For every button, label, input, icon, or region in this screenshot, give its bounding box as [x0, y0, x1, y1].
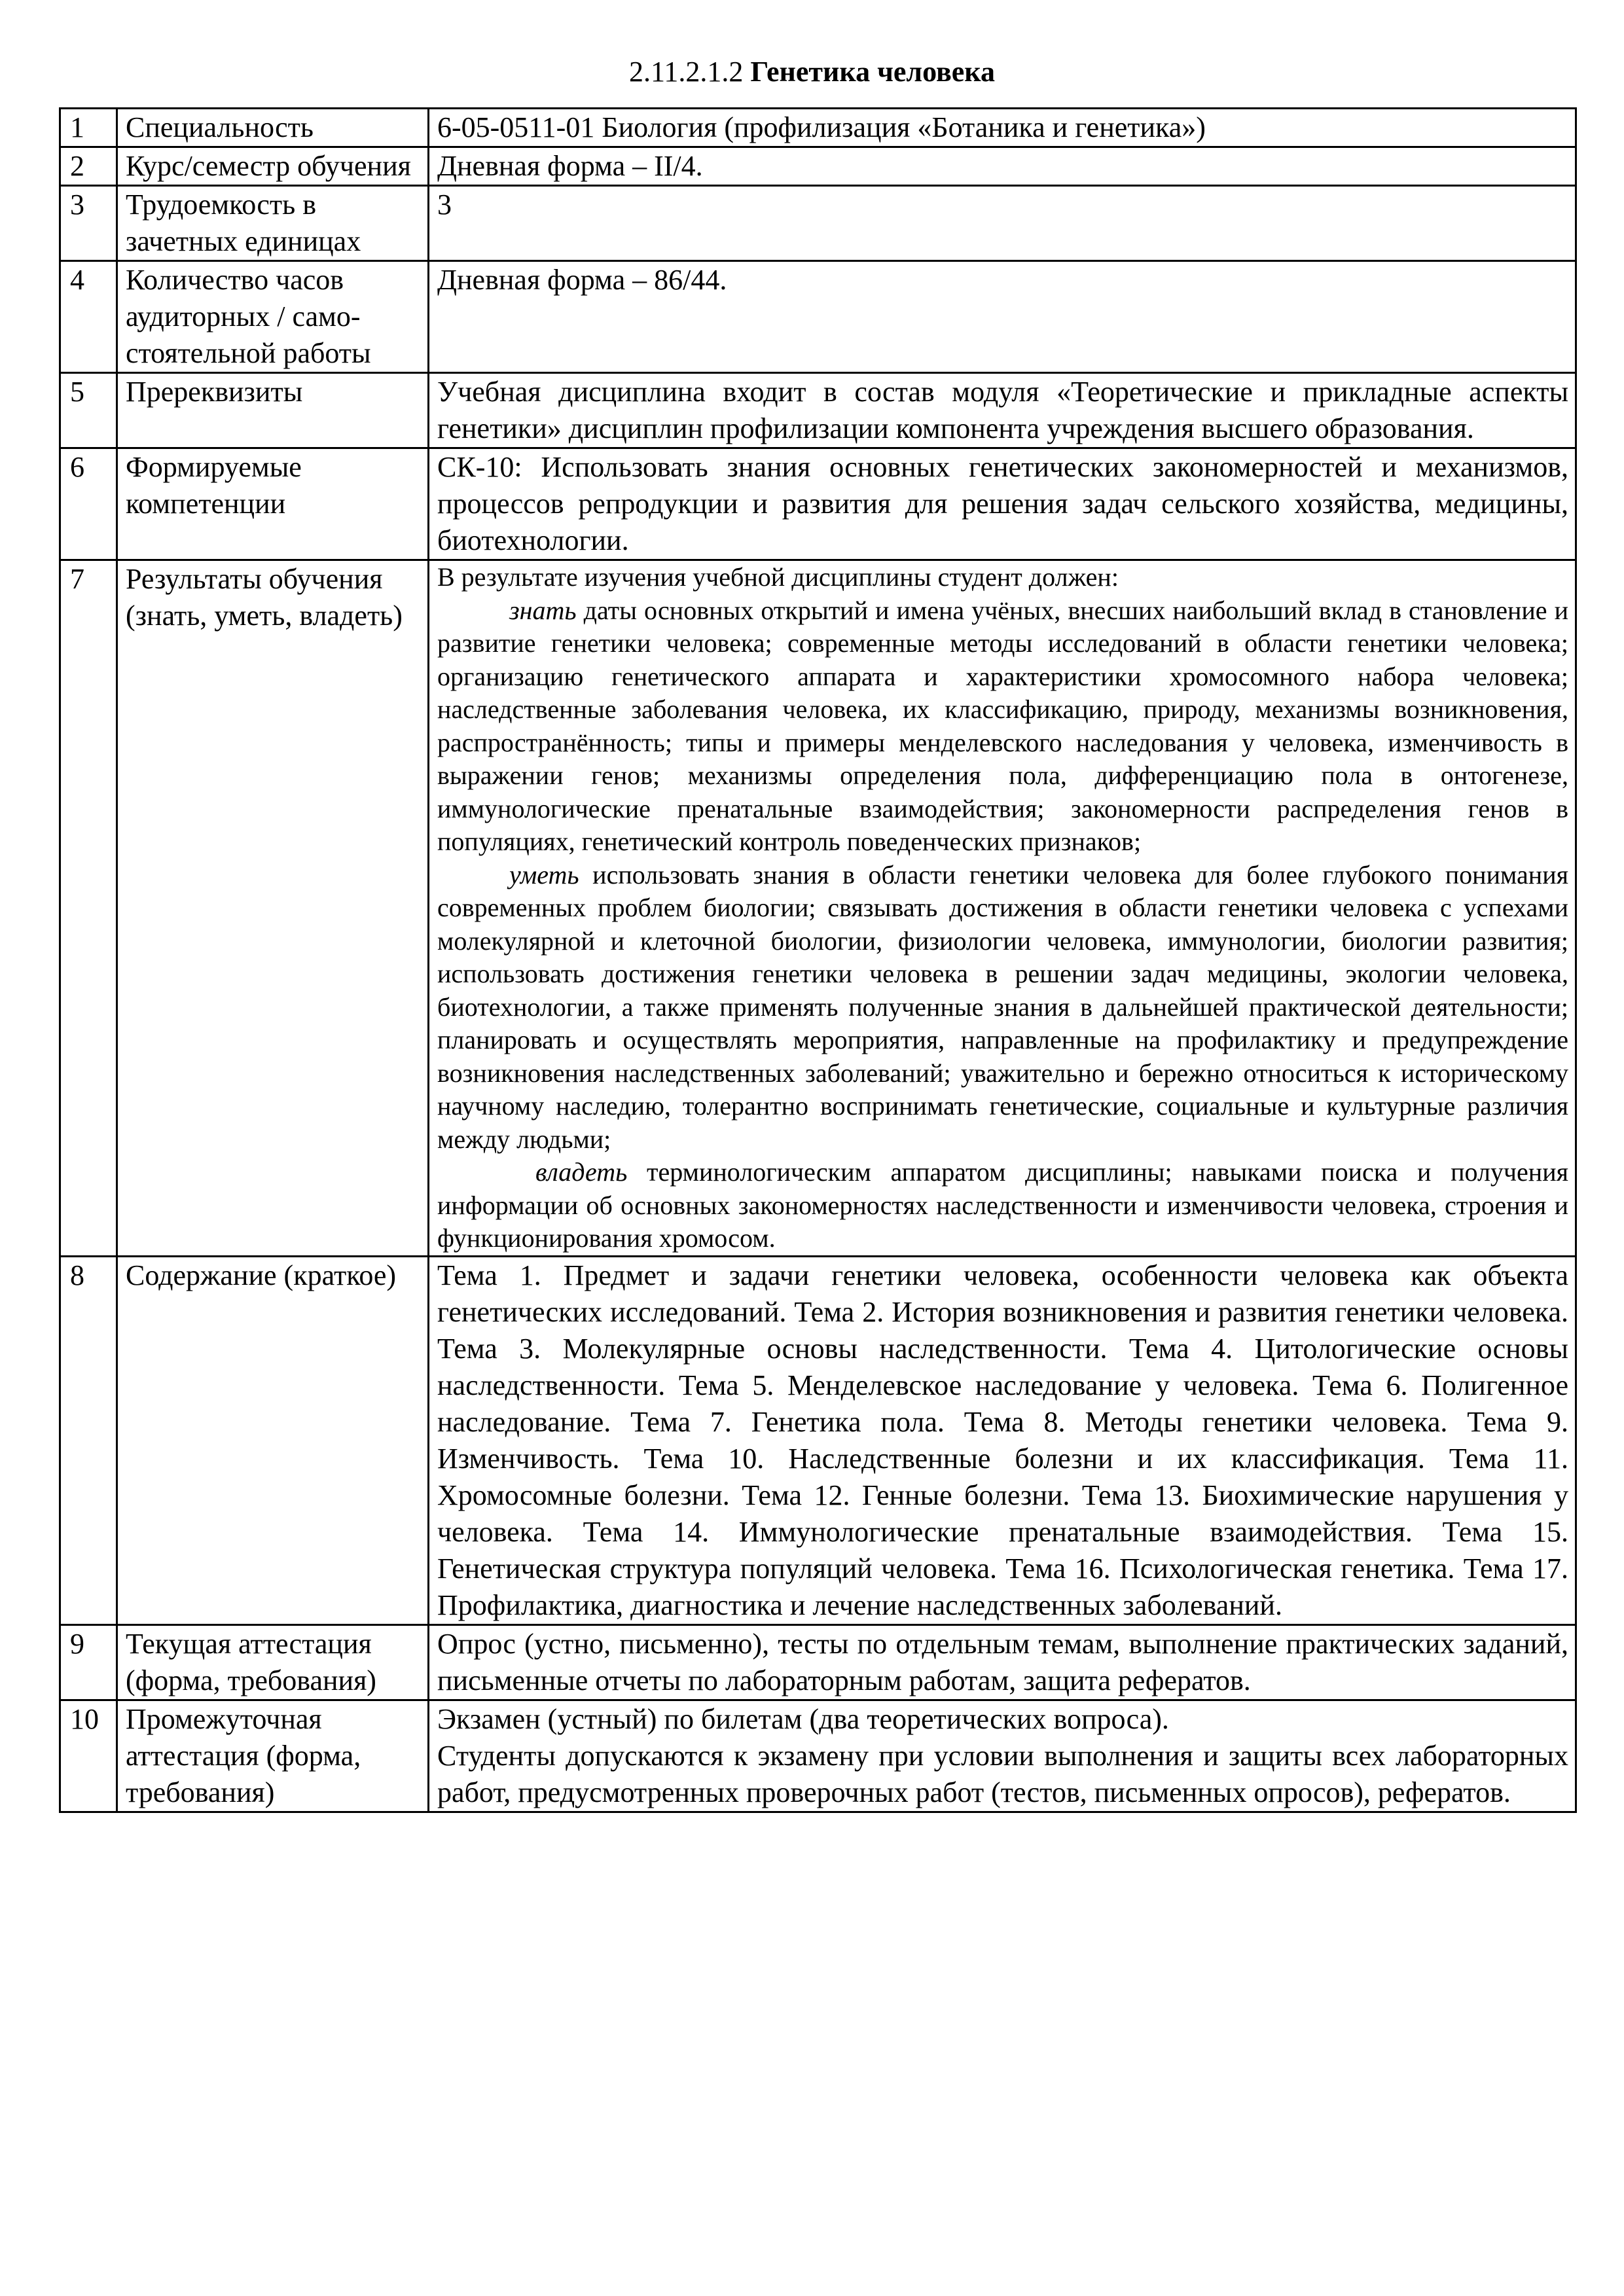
row-value: Тема 1. Предмет и задачи генетики человека, особенности человека как объекта генетических исследований. Тема 2. История возникновения и развития генетики человека. Тема 3. Молекулярные основы наследственности. Тема 4. Цитологические основы наследственности. Тема 5. Менделевское наследование у человека. Тема 6. Полигенное наследование. Тема 7. Генетика пола. Тема 8. Методы генетики человека. Тема 9. Изменчивость. Тема 10. Наследственные болезни и их классификация. Тема 11. Хромосомные болезни. Тема 12. Генные болезни. Тема 13. Биохимические нарушения у человека. Тема 14. Иммунологические пренатальные взаимодействия. Тема 15. Генетическая структура популяций человека. Тема 16. Психологическая генетика. Тема 17. Профилактика, диагностика и лечение наследственных заболеваний.	[429, 1256, 1576, 1624]
row-number: 10	[60, 1700, 117, 1812]
know-label: знать	[509, 595, 577, 625]
row-value: Дневная форма – 86/44.	[429, 261, 1576, 373]
row-number: 5	[60, 373, 117, 448]
table-row	[60, 1700, 1576, 1812]
row-label: Формируемые компетенции	[117, 448, 429, 560]
table-row	[60, 109, 1576, 147]
row-label: Курс/семестр обучения	[117, 147, 429, 186]
table-row	[60, 1624, 1576, 1700]
row-label: Промежуточная аттестация (форма, требования)	[117, 1700, 429, 1812]
course-description-table	[59, 107, 1577, 1813]
row-number: 8	[60, 1256, 117, 1624]
heading-number: 2.11.2.1.2	[629, 56, 744, 88]
row-number: 2	[60, 147, 117, 186]
row-value: 3	[429, 186, 1576, 261]
can-text: использовать знания в области генетики человека для более глубокого понимания современных проблем биологии; связывать достижения в области генетики человека с успехами молекулярной и клеточной биологии, физиологии человека, иммунологии, биологии развития; использовать достижения генетики человека в решении задач медицины, экологии человека, биотехнологии, а также применять полученные знания в дальнейшей практической деятельности; планировать и осуществлять мероприятия, направленные на профилактику и предупреждение возникновения наследственных заболеваний; уважительно и бережно относиться к историческому научному наследию, толерантно воспринимать генетические, социальные и культурные различия между людьми;	[437, 859, 1568, 1154]
table-row	[60, 448, 1576, 560]
table-row	[60, 186, 1576, 261]
row-value: Опрос (устно, письменно), тесты по отдельным темам, выполнение практических заданий, письменные отчеты по лабораторным работам, защита рефератов.	[429, 1624, 1576, 1700]
row-label: Содержание (краткое)	[117, 1256, 429, 1624]
row-value	[429, 1700, 1576, 1812]
learning-outcomes-intro: В результате изучения учебной дисциплины студент должен:	[437, 562, 1119, 592]
know-text: даты основных открытий и имена учёных, внесших наибольший вклад в становление и развитие генетики человека; современные методы исследований в области генетики человека; организацию генетического аппарата и характеристики хромосомного набора человека; наследственные заболевания человека, их классификацию, природу, механизмы возникновения, распространённость; типы и примеры менделевского наследования у человека, изменчивость в выражении генов; механизмы определения пола, дифференциацию пола в онтогенезе, иммунологические пренатальные взаимодействия; закономерности распределения генов в популяциях, генетический контроль поведенческих признаков;	[437, 595, 1568, 856]
table-row	[60, 373, 1576, 448]
row-number: 3	[60, 186, 117, 261]
row-value: Учебная дисциплина входит в состав модуля «Теоретические и прикладные аспекты генетики» дисциплин профилизации компонента учреждения высшего образования.	[429, 373, 1576, 448]
exam-admission: Студенты допускаются к экзамену при условии выполнения и защиты всех лабораторных работ, предусмотренных проверочных работ (тестов, письменных опросов), рефератов.	[437, 1739, 1568, 1808]
learning-outcomes-can	[437, 859, 1568, 1157]
table-row	[60, 560, 1576, 1257]
row-label: Текущая аттестация (форма, требования)	[117, 1624, 429, 1700]
table-row	[60, 261, 1576, 373]
row-label: Пререквизиты	[117, 373, 429, 448]
heading-title: Генетика человека	[750, 56, 995, 88]
own-label: владеть	[535, 1157, 628, 1187]
row-number: 1	[60, 109, 117, 147]
row-label: Количество часов аудиторных / само-стоятельной работы	[117, 261, 429, 373]
row-number: 6	[60, 448, 117, 560]
row-value: 6-05-0511-01 Биология (профилизация «Ботаника и генетика»)	[429, 109, 1576, 147]
row-value	[429, 560, 1576, 1257]
exam-format: Экзамен (устный) по билетам (два теоретических вопроса).	[437, 1702, 1169, 1735]
learning-outcomes-own	[437, 1156, 1568, 1255]
learning-outcomes-know	[437, 594, 1568, 859]
row-label: Результаты обучения (знать, уметь, владеть)	[117, 560, 429, 1257]
row-value: Дневная форма – II/4.	[429, 147, 1576, 186]
row-number: 4	[60, 261, 117, 373]
row-label: Специальность	[117, 109, 429, 147]
row-label: Трудоемкость в зачетных единицах	[117, 186, 429, 261]
row-number: 7	[60, 560, 117, 1257]
document-heading	[0, 54, 1624, 90]
own-text: терминологическим аппаратом дисциплины; навыками поиска и получения информации об основных закономерностях наследственности и изменчивости человека, строения и функционирования хромосом.	[437, 1157, 1568, 1253]
table-row	[60, 147, 1576, 186]
can-label: уметь	[509, 859, 579, 889]
table-row	[60, 1256, 1576, 1624]
row-number: 9	[60, 1624, 117, 1700]
row-value: СК-10: Использовать знания основных генетических закономерностей и механизмов, процессов репродукции и развития для решения задач сельского хозяйства, медицины, биотехнологии.	[429, 448, 1576, 560]
